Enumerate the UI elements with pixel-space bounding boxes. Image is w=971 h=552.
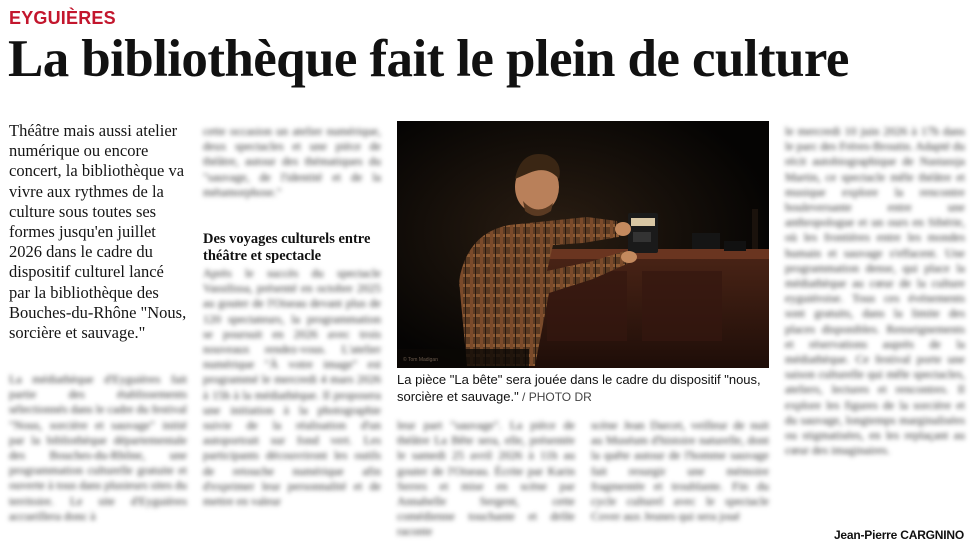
body-text-column-4: scène Jean Darcet, veilleur de nuit au Muséum d'histoire naturelle, dont la quête autour de l'homme sauvage fait resurgir une mémoire fragmentée et troublante. Fin du cycle culturel avec le spectacle Cover aux Jeunes qui sera joué [591, 418, 769, 524]
body-text-column-1: La médiathèque d'Eyguières fait partie des établissements sélectionnés dans le cadre du festival "Nous, sorcière et sauvage" initié par la bibliothèque départementale des Bouches-du-Rhône, une programmation culturelle gratuite et ouverte à tous dans plusieurs sites du territoire. Le site d'Eyguières accueillera donc à [9, 372, 187, 523]
photo-credit: / PHOTO DR [518, 390, 592, 404]
photo-caption [397, 371, 772, 406]
photo-watermark: © Tom Madigan [403, 357, 438, 363]
article-lede: Théâtre mais aussi atelier numérique ou encore concert, la bibliothèque va vivre aux rythmes de la culture sous toutes ses formes jusqu'en juillet 2026 dans le cadre du dispositif culturel lancé par la bibliothèque des Bouches-du-Rhône "Nous, sorcière et sauvage." [9, 121, 187, 343]
article-headline: La bibliothèque fait le plein de culture [8, 30, 849, 88]
body-text-column-5: le mercredi 10 juin 2026 à 17h dans le parc des Frères-Broutin. Adapté du récit autobiographique de Nastassja Martin, ce spectacle mêle théâtre et musique explore la rencontre bouleversante entre une anthropologue et un ours en Sibérie, où les frontières entre les mondes humain et sauvage s'effacent. Une programmation dense, qui place la médiathèque au cœur de la culture eyguiéroise. Tous ces événements sont gratuits, dans la limite des places disponibles. Renseignements et réservations auprès de la médiathèque. Ce festival porte une saison culturelle qui mêle spectacles, ateliers, lectures et rencontres. Il explore les figures de la sorcière et du sauvage, longtemps marginalisées ou stigmatisées, en les replaçant au cœur des imaginaires. [785, 124, 965, 458]
body-text-column-3: leur part "sauvage". La pièce de théâtre La Bête sera, elle, présentée le samedi 25 avril 2026 à 11h au gouter de l'Oiseau. Écrite par Karin Serres et mise en scène par Annabelle Sergent, cette comédienne touchante et drôle raconte [397, 418, 575, 539]
section-kicker: EYGUIÈRES [9, 8, 116, 28]
article-photo [397, 121, 769, 368]
caption-text: La pièce "La bête" sera jouée dans le cadre du dispositif "nous, sorcière et sauvage." [397, 372, 761, 404]
theatre-scene-illustration [397, 121, 769, 368]
author-byline: Jean-Pierre CARGNINO [830, 528, 964, 542]
article-subhead: Des voyages culturels entre théâtre et spectacle [203, 231, 371, 264]
body-text-column-2-top: cette occasion un atelier numérique, deux spectacles et une pièce de théâtre, autour des thématiques du "sauvage, de l'identité et de la métamorphose." [203, 124, 381, 199]
body-text-column-2-bottom: Après le succès du spectacle Vassilissa, présenté en octobre 2025 au gouter de l'Oiseau devant plus de 120 spectateurs, la programmation se poursuit en 2026 avec trois nouveaux rendez-vous. L'atelier numérique "À votre image" est programmé le mercredi 4 mars 2026 à 15h à la médiathèque. Il proposera une initiation à la photographie suivie de la réalisation d'un autoportrait sur fond vert. Les participants découvriront les outils de retouche numérique afin d'exprimer leur personnalité et de mettre en valeur [203, 266, 381, 509]
